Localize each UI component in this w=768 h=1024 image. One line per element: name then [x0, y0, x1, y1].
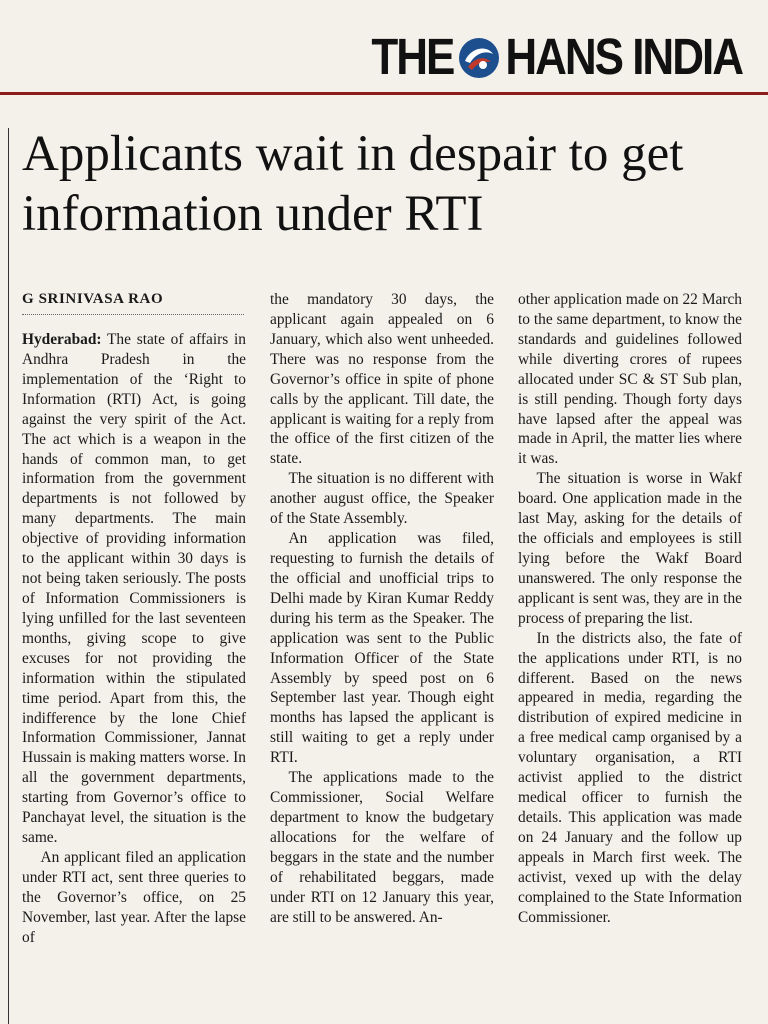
- paragraph: In the districts also, the fate of the applications under RTI, is no different. Based on the news appeared in media, regarding the distribution of expired medicine in a free medical camp organised by a voluntary organisation, a RTI activist applied to the district medical officer to furnish the details. This application was made on 24 January and the follow up appeals in March first week. The activist, vexed up with the delay complained to the State Information Commissioner.: [518, 629, 742, 926]
- article-column-2: [270, 290, 494, 928]
- paragraph: An application was filed, requesting to furnish the details of the official and unofficial trips to Delhi made by Kiran Kumar Reddy during his term as the Speaker. The application was sent to the Public Information Officer of the State Assembly by speed post on 6 September last year. Though eight months has lapsed the applicant is still waiting to get a reply under RTI.: [270, 530, 494, 767]
- article-column-3: [518, 290, 742, 928]
- masthead-rule: [0, 92, 768, 95]
- paragraph: The situation is no different with another august office, the Speaker of the State Assembly.: [270, 470, 494, 528]
- masthead: [371, 30, 742, 86]
- paragraph: The applications made to the Commissioner, Social Welfare department to know the budgetary allocations for the welfare of beggars in the state and the number of rehabilitated beggars, made under RTI on 12 January this year, are still to be answered. An-: [270, 769, 494, 926]
- masthead-the: THE: [371, 29, 454, 86]
- paragraph: An applicant filed an application under RTI act, sent three queries to the Governor’s office, on 25 November, last year. After the lapse of: [22, 848, 246, 946]
- hans-logo-icon: [455, 34, 503, 82]
- headline: Applicants wait in despair to get information under RTI: [22, 126, 684, 242]
- paragraph: The situation is worse in Wakf board. One application made in the last May, asking for the details of the officials and employees is still lying before the Wakf Board unanswered. The only response the applicant is sent was, they are in the process of preparing the list.: [518, 470, 742, 627]
- article-column-1: [22, 330, 246, 948]
- column-divider: [8, 128, 9, 1024]
- masthead-name: HANS INDIA: [505, 29, 742, 86]
- byline: G SRINIVASA RAO: [22, 291, 244, 315]
- paragraph: [22, 330, 246, 848]
- paragraph: the mandatory 30 days, the applicant again appealed on 6 January, which also went unheeded. There was no response from the Governor’s office in spite of phone calls by the applicant. Till date, the applicant is waiting for a reply from the office of the first citizen of the state.: [270, 291, 494, 468]
- dateline: Hyderabad:: [22, 331, 102, 348]
- paragraph: other application made on 22 March to the same department, to know the standards and guidelines followed while diverting crores of rupees allocated under SC & ST Sub plan, is still pending. Though forty days have lapsed after the appeal was made in April, the matter lies where it was.: [518, 291, 742, 468]
- paragraph-text: The state of affairs in Andhra Pradesh in the implementation of the ‘Right to Information (RTI) Act, is going against the very spirit of the Act. The act which is a weapon in the hands of common man, to get information from the government departments is not followed by many departments. The main objective of providing information to the applicant within 30 days is not being taken seriously. The posts of Information Commissioners is lying unfilled for the last seventeen months, giving scope to give excuses for not providing the information within the stipulated time period. Apart from this, the indifference by the lone Chief Information Commissioner, Jannat Hussain is making matters worse. In all the government departments, starting from Governor’s office to Panchayat level, the situation is the same.: [22, 331, 246, 847]
